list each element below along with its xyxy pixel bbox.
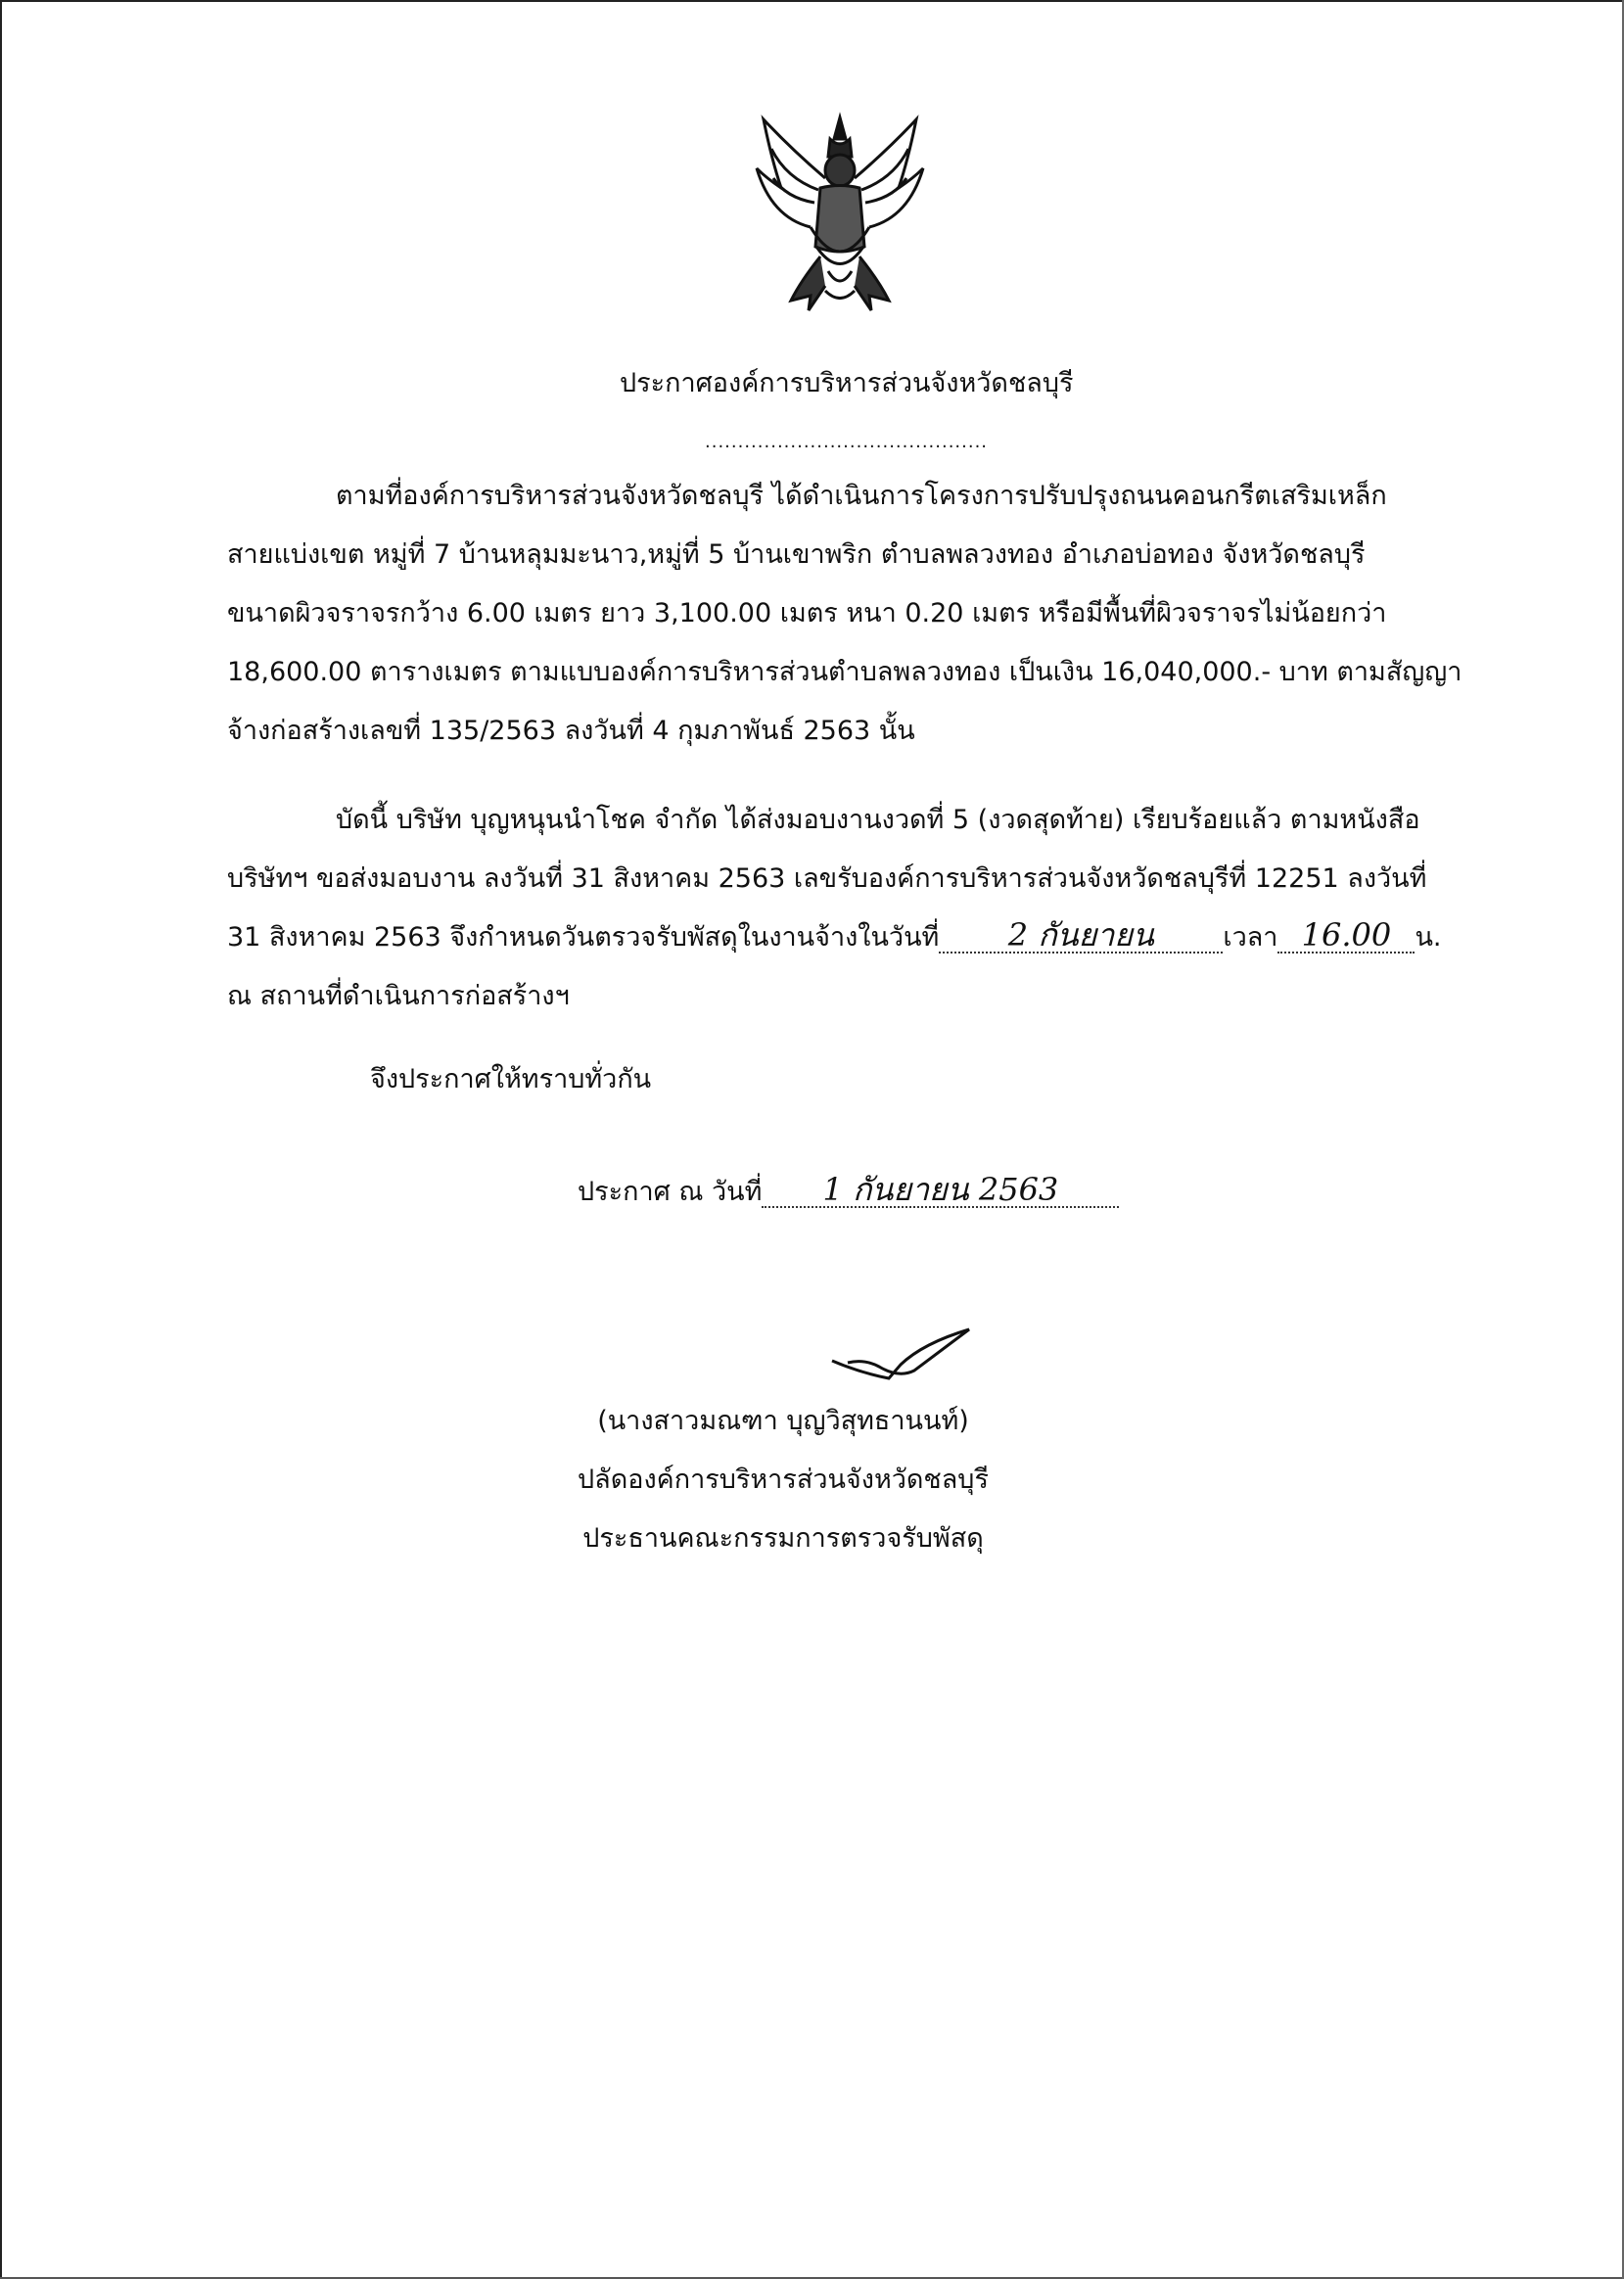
paragraph1-line4: 18,600.00 ตารางเมตร ตามแบบองค์การบริหารส่วนตำบลพลวงทอง เป็นเงิน 16,040,000.- บาท ตามสัญญา (227, 657, 1462, 687)
signatory-name: (นางสาวมณฑา บุญวิสุทธานนท์) (597, 1406, 969, 1436)
paragraph1-line1 (336, 477, 1476, 516)
inspection-date-handwritten: 2 กันยายน (939, 918, 1223, 953)
time-label: เวลา (1223, 922, 1278, 953)
paragraph2-line1: บัดนี้ บริษัท บุญหนุนนำโชค จำกัด ได้ส่งมอบงานงวดที่ 5 (งวดสุดท้าย) เรียบร้อยแล้ว ตามหนังสือ (336, 805, 1420, 835)
paragraph2-line4: ณ สถานที่ดำเนินการก่อสร้างฯ (227, 981, 570, 1011)
signature-image (830, 1324, 977, 1382)
paragraph2-line3-text: 31 สิงหาคม 2563 จึงกำหนดวันตรวจรับพัสดุในงานจ้างในวันที่ (227, 922, 940, 953)
paragraph2-line2: บริษัทฯ ขอส่งมอบงาน ลงวันที่ 31 สิงหาคม 2563 เลขรับองค์การบริหารส่วนจังหวัดชลบุรีที่ 12251 ลงวันที่ (227, 863, 1427, 894)
signatory-position-1: ปลัดองค์การบริหารส่วนจังหวัดชลบุรี (578, 1465, 989, 1495)
paragraph1-line2: สายแบ่งเขต หมู่ที่ 7 บ้านหลุมมะนาว,หมู่ที่ 5 บ้านเขาพริก ตำบลพลวงทอง อำเภอบ่อทอง จังหวัดชลบุรี (227, 539, 1366, 570)
announce-date-prefix: ประกาศ ณ วันที่ (578, 1177, 763, 1207)
inspection-time-handwritten: 16.00 (1277, 918, 1415, 953)
announce-date-line (578, 1173, 1119, 1212)
paragraph1-line3: ขนาดผิวจราจรกว้าง 6.00 เมตร ยาว 3,100.00 เมตร หนา 0.20 เมตร หรือมีพื้นที่ผิวจราจรไม่น้อยกว่า (227, 598, 1387, 628)
signatory-position-2: ประธานคณะกรรมการตรวจรับพัสดุ (582, 1523, 984, 1554)
page-edge-top (0, 0, 1624, 2)
title-separator: ........................................... (705, 432, 989, 452)
document-title: ประกาศองค์การบริหารส่วนจังหวัดชลบุรี (620, 368, 1074, 398)
paragraph1-line5: จ้างก่อสร้างเลขที่ 135/2563 ลงวันที่ 4 กุมภาพันธ์ 2563 นั้น (227, 716, 915, 746)
page-edge-left (0, 0, 2, 2279)
announce-date-handwritten: 1 กันยายน 2563 (762, 1173, 1119, 1208)
paragraph1-line1-text: ตามที่องค์การบริหารส่วนจังหวัดชลบุรี ได้ดำเนินการโครงการปรับปรุงถนนคอนกรีตเสริมเหล็ก (336, 481, 1387, 511)
announce-text: จึงประกาศให้ทราบทั่วกัน (370, 1064, 652, 1094)
paragraph2-line3 (227, 918, 1442, 957)
time-suffix: น. (1415, 922, 1442, 953)
garuda-emblem-icon (752, 110, 928, 320)
